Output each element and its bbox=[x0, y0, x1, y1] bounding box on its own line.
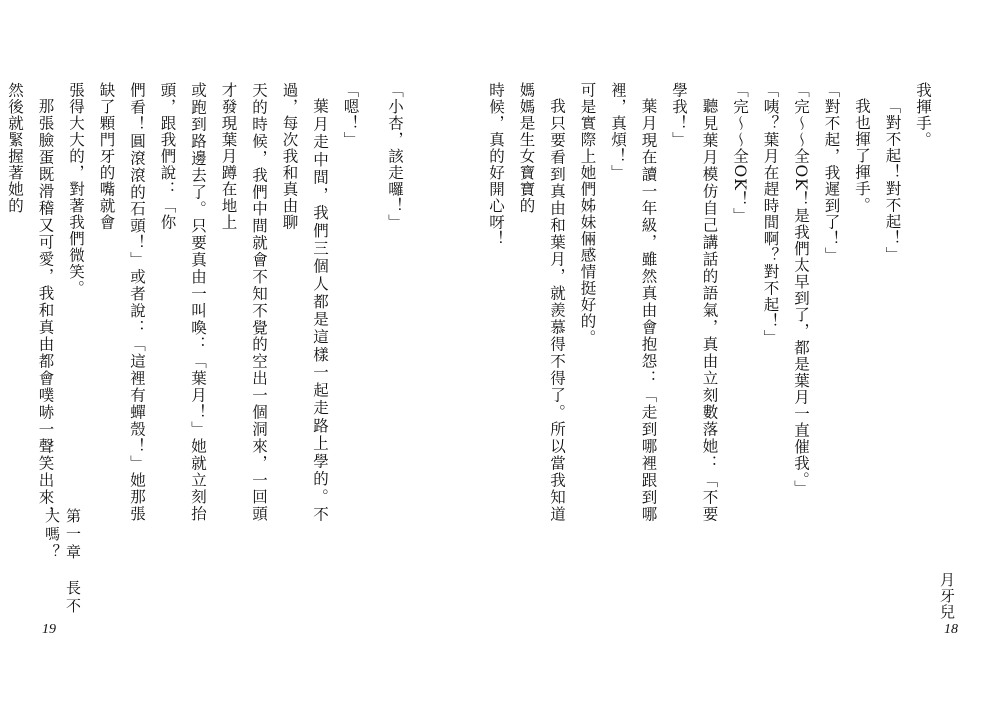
text-line: 張得大大的，對著我們微笑。 bbox=[67, 82, 85, 297]
text-line: 「對不起！對不起！」 bbox=[883, 97, 902, 263]
text-line: 時候，真的好開心呀！ bbox=[487, 82, 505, 247]
text-line: 「小杏，該走囉！」 bbox=[386, 82, 404, 231]
text-line: 「嗯！」 bbox=[341, 82, 360, 148]
text-line: 葉月現在讀一年級，雖然真由會抱怨：「走到哪裡跟到哪裡，真煩！」 bbox=[609, 82, 658, 522]
text-line: 那張臉蛋既滑稽又可愛，我和真由都會噗哧一聲笑出來，然後就緊握著她的 bbox=[6, 82, 55, 522]
book-title: 月牙兒 bbox=[938, 572, 956, 620]
text-line: 「完～～全OK！是我們太早到了，都是葉月一直催我。」 bbox=[792, 82, 810, 497]
page-number: 19 bbox=[42, 622, 56, 637]
text-line: 們看！圓滾滾的石頭！」或者說：「這裡有蟬殼！」她那張缺了顆門牙的嘴就會 bbox=[97, 82, 146, 522]
page-number: 18 bbox=[944, 622, 958, 637]
text-line: 「對不起，我遲到了！」 bbox=[822, 82, 841, 264]
text-line: 或跑到路邊去了。只要真由一叫喚：「葉月！」她就立刻抬頭，跟我們說：「你 bbox=[158, 82, 207, 522]
text-line: 我揮手。 bbox=[914, 82, 932, 148]
chapter-title: 第一章 長不大嗎？ bbox=[43, 508, 82, 616]
text-line: 葉月走中間，我們三個人都是這樣一起走路上學的。不過，每次我和真由聊 bbox=[280, 82, 329, 522]
right-page-body bbox=[468, 82, 938, 522]
text-line: 我也揮了揮手。 bbox=[853, 97, 871, 213]
text-line: 「完～～全OK！」 bbox=[731, 82, 749, 224]
text-line: 我只要看到真由和葉月，就羨慕得不得了。所以當我知道媽媽是生女寶寶的 bbox=[517, 82, 566, 522]
text-line: 天的時候，我們中間就會不知不覺的空出一個洞來，一回頭才發現葉月蹲在地上 bbox=[219, 82, 268, 522]
text-line: 可是實際上她們姊妹倆感情挺好的。 bbox=[578, 82, 597, 346]
left-page-body bbox=[6, 82, 410, 522]
text-line: 「咦？葉月在趕時間啊？對不起！」 bbox=[761, 82, 780, 346]
right-page bbox=[487, 0, 1000, 706]
text-line: 聽見葉月模仿自己講話的語氣，真由立刻數落她：「不要學我！」 bbox=[670, 82, 719, 522]
